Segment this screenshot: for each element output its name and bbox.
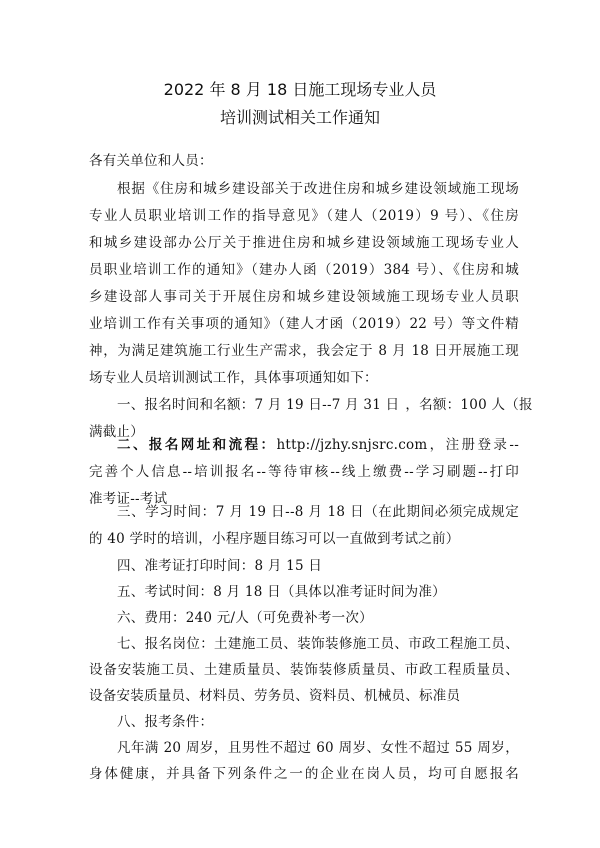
item-3-line: 的 40 学时的培训，小程序题目练习可以一直做到考试之前） <box>89 531 460 547</box>
item-7-line: 七、报名岗位：土建施工员、装饰装修施工员、市政工程施工员、 <box>117 636 519 652</box>
registration-quota: ，名额：100 人（报 <box>405 397 533 413</box>
intro-line: 场专业人员培训测试工作，具体事项通知如下： <box>89 370 378 386</box>
item-6-line: 六、费用：240 元/人（可免费补考一次） <box>117 610 373 626</box>
intro-line: 专业人员职业培训工作的指导意见》（建人（2019）9 号）、《住房 <box>89 208 519 224</box>
item-8-heading: 八、报考条件： <box>117 714 214 730</box>
item-1-line: 满截止） <box>89 424 144 440</box>
salutation: 各有关单位和人员： <box>89 153 213 169</box>
item-2-line: 完善个人信息--培训报名--等待审核--线上缴费--学习刷题--打印 <box>89 464 519 480</box>
item-2-line: 准考证--考试 <box>89 491 168 507</box>
registration-url-link[interactable]: http://jzhy.snjsrc.com <box>276 437 428 453</box>
item-5-line: 五、考试时间：8 月 18 日（具体以准考证时间为准） <box>117 584 446 600</box>
intro-line: 根据《住房和城乡建设部关于改进住房和城乡建设领域施工现场 <box>117 181 519 197</box>
intro-line: 和城乡建设部办公厅关于推进住房和城乡建设领域施工现场专业人 <box>89 235 519 251</box>
item-8-line: 身体健康，并具备下列条件之一的企业在岗人员，均可自愿报名 <box>89 766 519 782</box>
intro-line: 乡建设部人事司关于开展住房和城乡建设领域施工现场专业人员职 <box>89 289 519 305</box>
notice-title-line-2: 培训测试相关工作通知 <box>219 108 380 127</box>
registration-site-label: 二、报名网址和流程： <box>117 437 277 453</box>
intro-line: 业培训工作有关事项的通知》（建人才函（2019）22 号）等文件精 <box>89 316 519 332</box>
intro-line: 员职业培训工作的通知》（建办人函（2019）384 号）、《住房和城 <box>89 262 519 278</box>
registration-period: 一、报名时间和名额：7 月 19 日--7 月 31 日 <box>117 397 400 413</box>
item-3-line: 三、学习时间：7 月 19 日--8 月 18 日（在此期间必须完成规定 <box>117 504 519 520</box>
registration-flow-text: ，注册登录-- <box>427 437 520 453</box>
item-4-line: 四、准考证打印时间：8 月 15 日 <box>117 558 323 574</box>
item-1-line <box>117 396 533 414</box>
notice-title-line-1: 2022 年 8 月 18 日施工现场专业人员 <box>163 80 437 99</box>
item-8-line: 凡年满 20 周岁，且男性不超过 60 周岁、女性不超过 55 周岁， <box>117 740 519 756</box>
item-2-line <box>117 436 519 454</box>
item-7-line: 设备安装施工员、土建质量员、装饰装修质量员、市政工程质量员、 <box>89 662 519 678</box>
intro-line: 神，为满足建筑施工行业生产需求，我会定于 8 月 18 日开展施工现 <box>89 343 519 359</box>
item-7-line: 设备安装质量员、材料员、劳务员、资料员、机械员、标准员 <box>89 688 461 704</box>
